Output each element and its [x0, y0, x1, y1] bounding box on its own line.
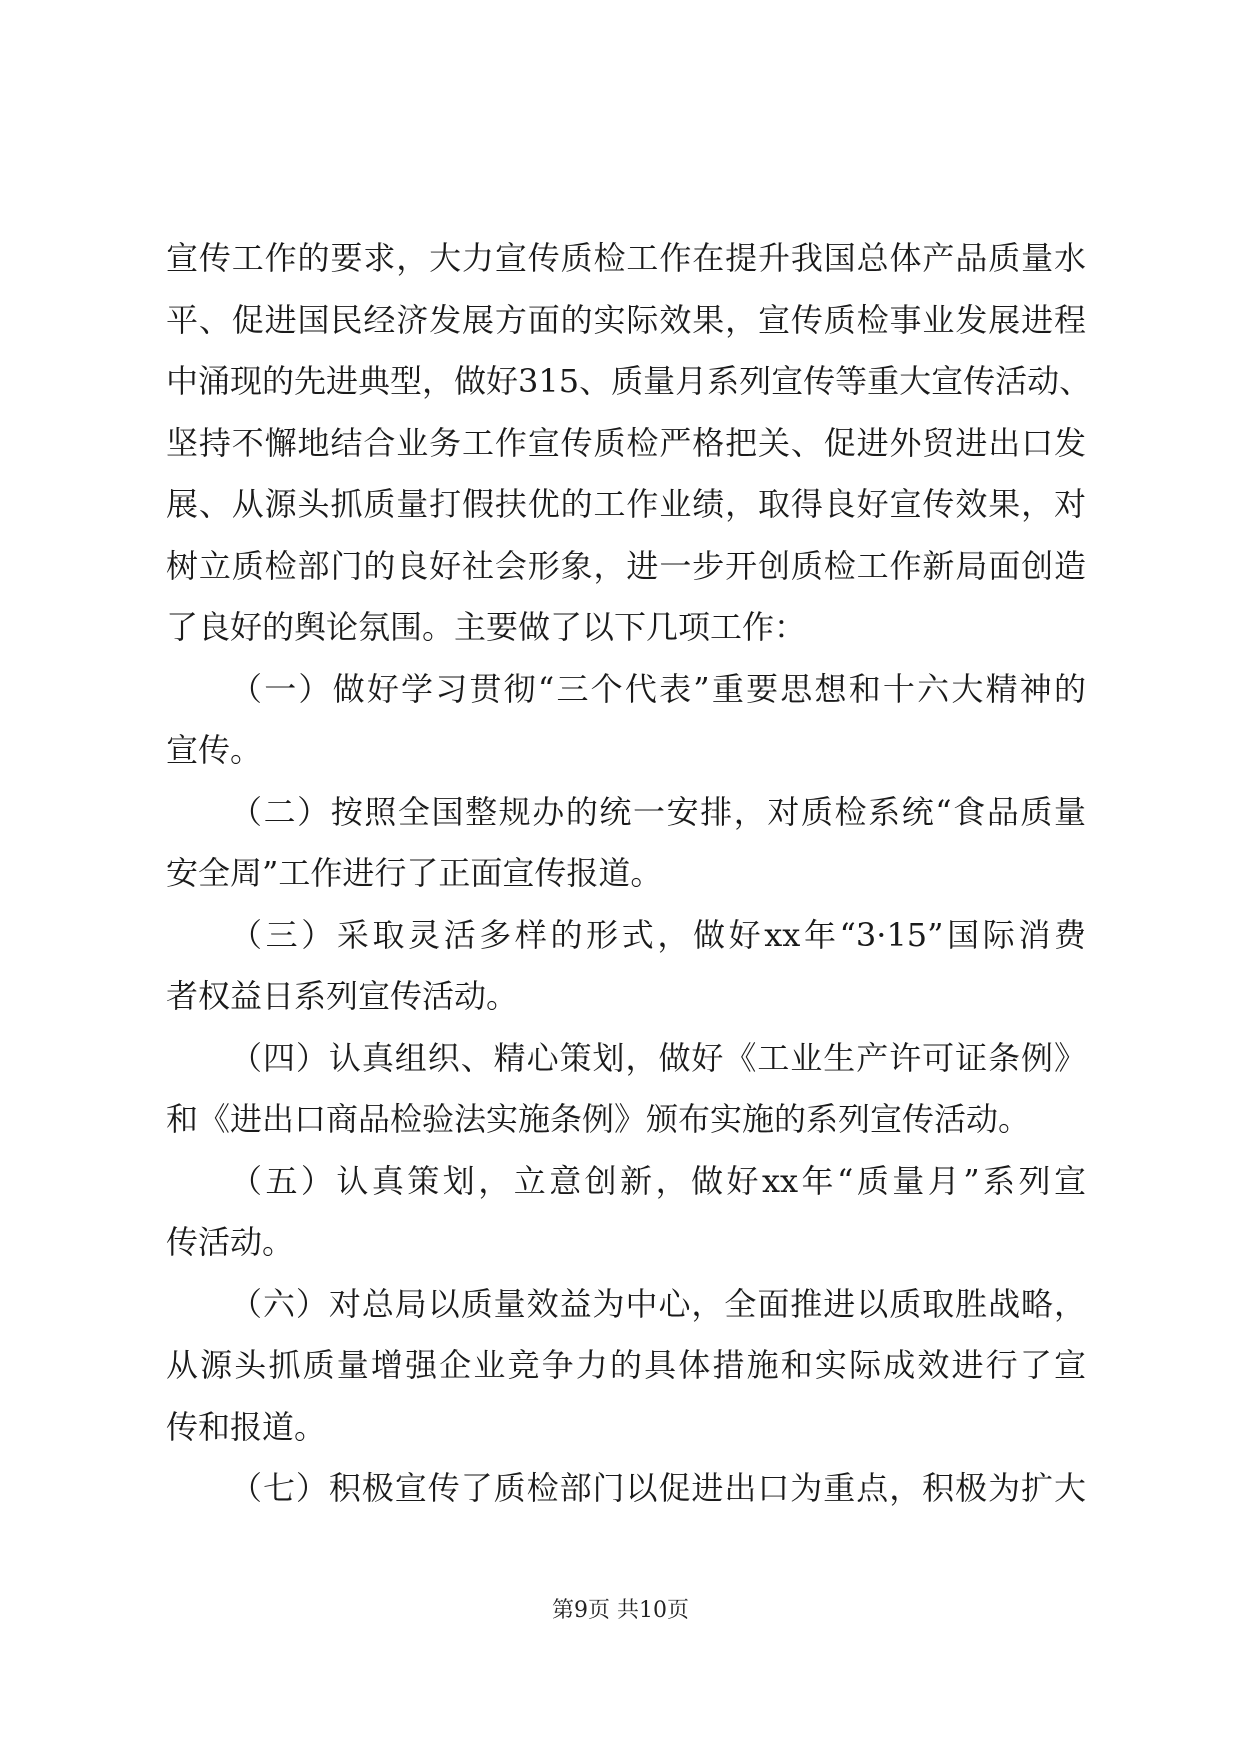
page-footer — [0, 1596, 1241, 1626]
list-item-2-line: 安全周”工作进行了正面宣传报道。 — [166, 854, 663, 892]
list-item-3-line: （三）采取灵活多样的形式，做好xx年“3·15”国际消费 — [230, 915, 1086, 954]
list-item-5-line: （五）认真策划，立意创新，做好xx年“质量月”系列宣 — [230, 1161, 1086, 1200]
list-item-6-line: 从源头抓质量增强企业竞争力的具体措施和实际成效进行了宣 — [166, 1346, 1086, 1384]
text-line: 坚持不懈地结合业务工作宣传质检严格把关、促进外贸进出口发 — [166, 423, 1086, 462]
list-item-1-line: 宣传。 — [166, 731, 263, 769]
text-line: 树立质检部门的良好社会形象，进一步开创质检工作新局面创造 — [166, 546, 1086, 585]
list-item-6-line: 传和报道。 — [166, 1407, 327, 1446]
list-item-4-line: （四）认真组织、精心策划，做好《工业生产许可证条例》 — [230, 1038, 1086, 1077]
list-item-2-line: （二）按照全国整规办的统一安排，对质检系统“食品质量 — [230, 792, 1086, 831]
text-line: 了良好的舆论氛围。主要做了以下几项工作： — [166, 608, 807, 646]
list-item-4-line: 和《进出口商品检验法实施条例》颁布实施的系列宣传活动。 — [166, 1100, 1031, 1138]
page-number: 第9页 共10页 — [552, 1598, 689, 1623]
list-item-5-line: 传活动。 — [166, 1223, 295, 1261]
list-item-6-line: （六）对总局以质量效益为中心，全面推进以质取胜战略， — [230, 1284, 1086, 1323]
list-item-3-line: 者权益日系列宣传活动。 — [166, 977, 519, 1015]
text-line: 平、促进国民经济发展方面的实际效果，宣传质检事业发展进程 — [166, 300, 1086, 339]
text-line: 中涌现的先进典型，做好315、质量月系列宣传等重大宣传活动、 — [166, 362, 1092, 400]
body-text — [166, 228, 1092, 1520]
list-item-7-line: （七）积极宣传了质检部门以促进出口为重点，积极为扩大 — [230, 1469, 1086, 1507]
text-line: 展、从源头抓质量打假扶优的工作业绩，取得良好宣传效果，对 — [166, 485, 1086, 523]
list-item-1-line: （一）做好学习贯彻“三个代表”重要思想和十六大精神的 — [230, 669, 1086, 708]
text-line: 宣传工作的要求，大力宣传质检工作在提升我国总体产品质量水 — [166, 239, 1086, 277]
